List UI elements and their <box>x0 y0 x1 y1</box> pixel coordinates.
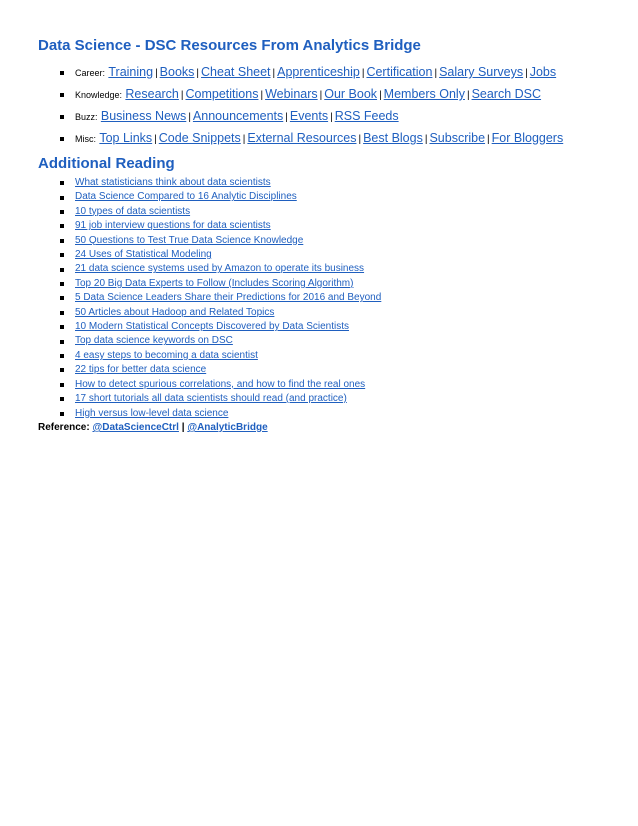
resource-link-competitions[interactable]: Competitions <box>185 87 259 101</box>
reading-link[interactable]: 50 Questions to Test True Data Science Knowledge <box>75 234 304 246</box>
resource-link-apprenticeship[interactable]: Apprenticeship <box>277 65 360 79</box>
bullet-icon <box>60 383 64 387</box>
resource-link-external-resources[interactable]: External Resources <box>247 131 357 145</box>
reading-link[interactable]: 91 job interview questions for data scientists <box>75 220 271 232</box>
bullet-icon <box>60 196 64 200</box>
reading-list-item <box>38 392 618 406</box>
bullet-icon <box>60 93 64 97</box>
link-separator: | <box>358 134 362 145</box>
link-separator: | <box>155 68 158 79</box>
link-separator: | <box>154 134 157 145</box>
resource-link-books[interactable]: Books <box>159 65 195 79</box>
link-separator: | <box>196 68 200 79</box>
document-page <box>38 36 618 435</box>
link-separator: | <box>319 90 323 101</box>
reading-list-item <box>38 334 618 348</box>
resources-list <box>38 62 618 150</box>
link-separator: | <box>260 90 264 101</box>
resource-link-webinars[interactable]: Webinars <box>265 87 318 101</box>
link-separator: | <box>330 112 333 123</box>
resource-link-cheat-sheet[interactable]: Cheat Sheet <box>201 65 271 79</box>
reference-label: Reference: <box>38 421 90 433</box>
reading-link[interactable]: Top data science keywords on DSC <box>75 335 233 347</box>
reading-list-item <box>38 320 618 334</box>
resource-link-salary-surveys[interactable]: Salary Surveys <box>439 65 524 79</box>
resource-category-label: Buzz: <box>75 112 98 122</box>
resource-link-announcements[interactable]: Announcements <box>192 109 284 123</box>
resource-link-training[interactable]: Training <box>108 65 154 79</box>
reading-link[interactable]: Top 20 Big Data Experts to Follow (Includes Scoring Algorithm) <box>75 277 354 289</box>
reading-list-item <box>38 306 618 320</box>
reading-link[interactable]: 5 Data Science Leaders Share their Predictions for 2016 and Beyond <box>75 292 382 304</box>
link-separator: | <box>424 134 428 145</box>
resource-link-events[interactable]: Events <box>289 109 329 123</box>
resource-link-rss-feeds[interactable]: RSS Feeds <box>334 109 399 123</box>
resource-link-for-bloggers[interactable]: For Bloggers <box>491 131 564 145</box>
resource-row-buzz <box>38 106 618 128</box>
reading-link[interactable]: 10 Modern Statistical Concepts Discovered by Data Scientists <box>75 321 350 333</box>
link-separator: | <box>272 68 276 79</box>
reading-link[interactable]: 24 Uses of Statistical Modeling <box>75 249 212 261</box>
reference-link-analyticbridge[interactable]: @AnalyticBridge <box>187 421 268 433</box>
reading-link[interactable]: How to detect spurious correlations, and how to find the real ones <box>75 378 366 390</box>
bullet-icon <box>60 397 64 401</box>
resource-row-knowledge <box>38 84 618 106</box>
resources-heading: Data Science - DSC Resources From Analytics Bridge <box>38 37 421 54</box>
reading-list-item <box>38 176 618 190</box>
resource-link-best-blogs[interactable]: Best Blogs <box>363 131 423 145</box>
resource-link-code-snippets[interactable]: Code Snippets <box>158 131 241 145</box>
resource-row-career <box>38 62 618 84</box>
resource-category-label: Knowledge: <box>75 90 123 100</box>
resource-category-label: Career: <box>75 68 106 78</box>
bullet-icon <box>60 268 64 272</box>
bullet-icon <box>60 354 64 358</box>
reading-link[interactable]: 21 data science systems used by Amazon to operate its business <box>75 263 365 275</box>
bullet-icon <box>60 71 64 75</box>
bullet-icon <box>60 210 64 214</box>
reading-link[interactable]: 4 easy steps to becoming a data scientist <box>75 349 258 361</box>
resource-link-our-book[interactable]: Our Book <box>324 87 378 101</box>
bullet-icon <box>60 325 64 329</box>
link-separator: | <box>361 68 365 79</box>
reading-link[interactable]: Data Science Compared to 16 Analytic Disciplines <box>75 191 297 203</box>
reading-list-item <box>38 219 618 233</box>
bullet-icon <box>60 340 64 344</box>
reading-list-item <box>38 190 618 204</box>
reading-link[interactable]: What statisticians think about data scientists <box>75 177 271 188</box>
bullet-icon <box>60 137 64 141</box>
reference-separator: | <box>181 421 185 433</box>
reading-list-item <box>38 291 618 305</box>
reference-line <box>38 421 618 435</box>
resource-link-search-dsc[interactable]: Search DSC <box>471 87 542 101</box>
reading-list-item <box>38 407 618 421</box>
bullet-icon <box>60 296 64 300</box>
bullet-icon <box>60 181 64 185</box>
link-separator: | <box>487 134 490 145</box>
reference-link-datasciencectrl[interactable]: @DataScienceCtrl <box>92 421 179 433</box>
reading-list-item <box>38 277 618 291</box>
reading-list-item <box>38 205 618 219</box>
bullet-icon <box>60 412 64 416</box>
link-separator: | <box>466 90 470 101</box>
bullet-icon <box>60 239 64 243</box>
reading-link[interactable]: 50 Articles about Hadoop and Related Topics <box>75 306 275 318</box>
link-separator: | <box>188 112 191 123</box>
resource-link-business-news[interactable]: Business News <box>100 109 187 123</box>
reading-link[interactable]: 17 short tutorials all data scientists should read (and practice) <box>75 393 347 405</box>
reading-link[interactable]: 22 tips for better data science <box>75 364 207 376</box>
resource-link-members-only[interactable]: Members Only <box>383 87 465 101</box>
bullet-icon <box>60 253 64 257</box>
resource-category-label: Misc: <box>75 134 96 144</box>
bullet-icon <box>60 282 64 286</box>
resource-link-top-links[interactable]: Top Links <box>99 131 153 145</box>
link-separator: | <box>180 90 184 101</box>
reading-list-item <box>38 363 618 377</box>
reading-list-item <box>38 349 618 363</box>
reading-list-item <box>38 378 618 392</box>
bullet-icon <box>60 224 64 228</box>
link-separator: | <box>434 68 438 79</box>
reading-list <box>38 176 618 421</box>
reading-link[interactable]: High versus low-level data science <box>75 407 229 419</box>
resource-link-subscribe[interactable]: Subscribe <box>429 131 486 145</box>
bullet-icon <box>60 115 64 119</box>
reading-link[interactable]: 10 types of data scientists <box>75 205 191 217</box>
resource-row-misc <box>38 128 618 150</box>
resource-link-research[interactable]: Research <box>125 87 179 101</box>
bullet-icon <box>60 368 64 372</box>
bullet-icon <box>60 311 64 315</box>
link-separator: | <box>525 68 528 79</box>
reading-list-item <box>38 234 618 248</box>
link-separator: | <box>285 112 288 123</box>
resource-link-jobs[interactable]: Jobs <box>529 65 557 79</box>
link-separator: | <box>379 90 382 101</box>
additional-reading-heading: Additional Reading <box>38 155 175 172</box>
link-separator: | <box>242 134 246 145</box>
reading-list-item <box>38 262 618 276</box>
resource-link-certification[interactable]: Certification <box>366 65 433 79</box>
reading-list-item <box>38 248 618 262</box>
